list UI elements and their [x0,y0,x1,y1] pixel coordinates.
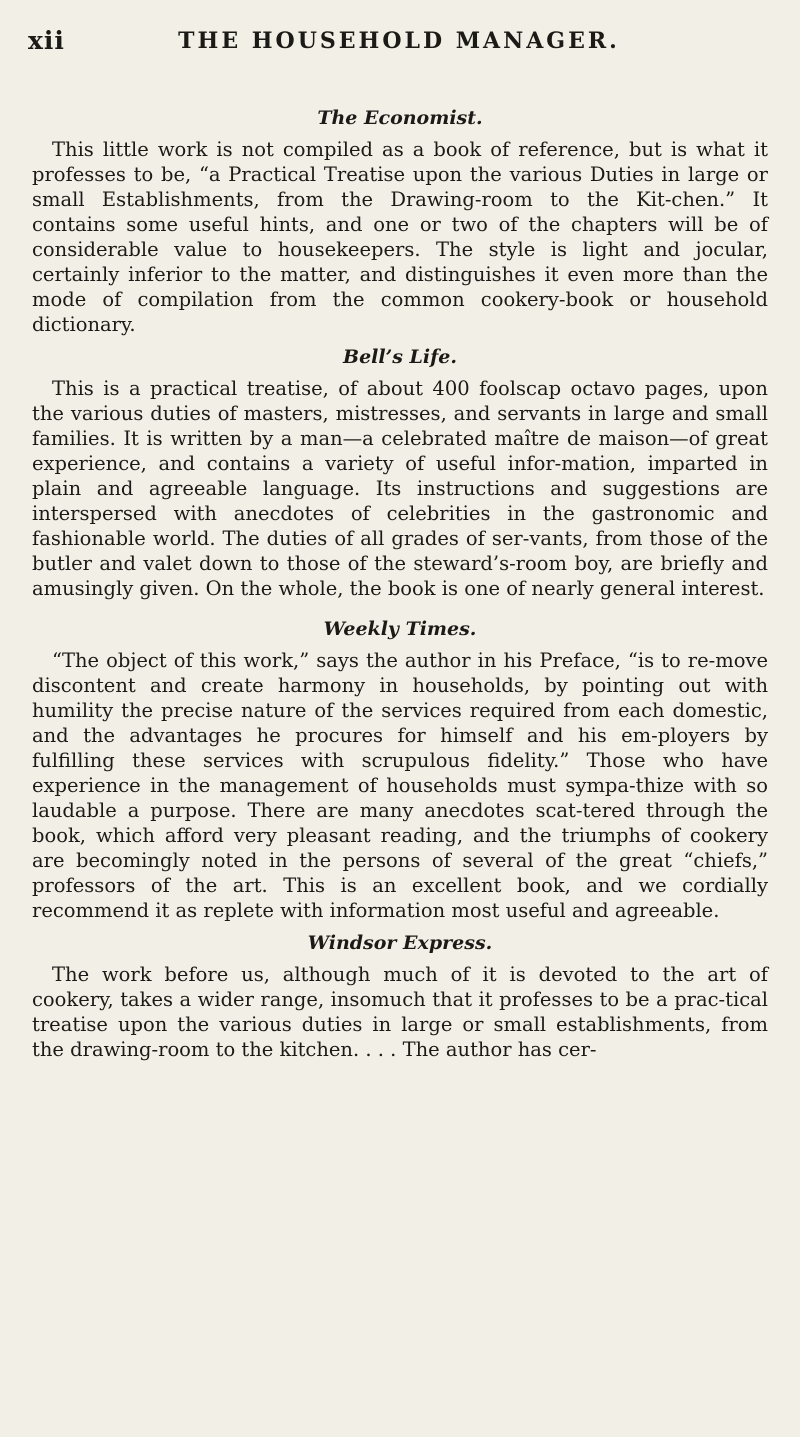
review-economist [32,106,768,337]
review-text: This little work is not compiled as a book of reference, but is what it professes to be, “a Practical Treatise upon the various Duties in large or small Establishments, from the Drawing-room to the Kit-chen.” It contains some useful hints, and one or two of the chapters will be of considerable value to housekeepers. The style is light and jocular, certainly inferior to the matter, and distinguishes it even more than the mode of compilation from the common cookery-book or household dictionary. [32,138,768,336]
review-bells-life [32,345,768,601]
review-windsor-express [32,931,768,1062]
running-title: THE HOUSEHOLD MANAGER. [178,28,620,54]
review-text: This is a practical treatise, of about 400 foolscap octavo pages, upon the various duties of masters, mistresses, and servants in large and small families. It is written by a man—a celebrated maître de maison—of great experience, and contains a variety of useful infor-mation, imparted in plain and agreeable language. Its instructions and suggestions are interspersed with anecdotes of celebrities in the gastronomic and fashionable world. The duties of all grades of ser-vants, from those of the butler and valet down to those of the steward’s-room boy, are briefly and amusingly given. On the whole, the book is one of nearly general interest. [32,377,768,600]
review-text: The work before us, although much of it is devoted to the art of cookery, takes a wider range, insomuch that it professes to be a prac-tical treatise upon the various duties in large or small establishments, from the drawing-room to the kitchen. . . . The author has cer- [32,963,768,1061]
reviews-body [32,106,768,1070]
review-text: “The object of this work,” says the author in his Preface, “is to re-move discontent and create harmony in households, by pointing out with humility the precise nature of the services required from each domestic, and the advantages he procures for himself and his em-ployers by fulfilling these services with scrupulous fidelity.” Those who have experience in the management of households must sympa-thize with so laudable a purpose. There are many anecdotes scat-tered through the book, which afford very pleasant reading, and the triumphs of cookery are becomingly noted in the persons of several of the great “chiefs,” professors of the art. This is an excellent book, and we cordially recommend it as replete with information most useful and agreeable. [32,649,768,922]
review-source: Windsor Express. [307,932,493,954]
review-source: Bell’s Life. [343,346,457,368]
review-source: The Economist. [317,107,483,129]
review-source: Weekly Times. [323,618,477,640]
running-head [28,26,770,62]
review-weekly-times [32,617,768,923]
page-number: xii [28,26,65,55]
